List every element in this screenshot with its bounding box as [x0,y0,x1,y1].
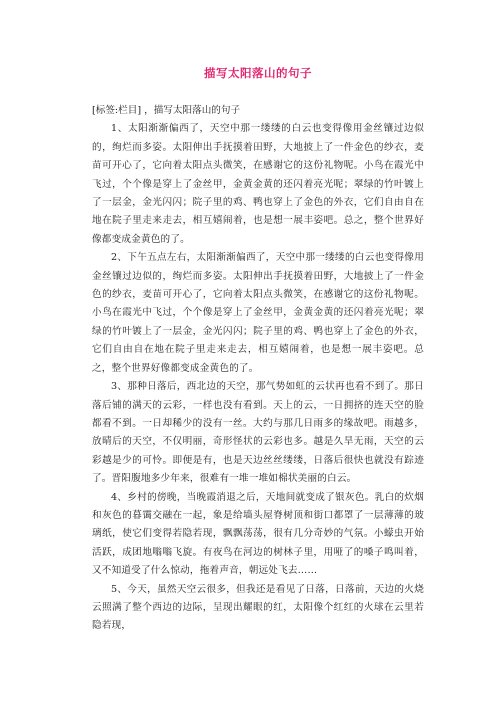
document-title: 描写太阳落山的句子 [204,66,312,80]
paragraph-4: 4、乡村的傍晚，当晚霞消退之后，天地间就变成了银灰色。乳白的炊烟和灰色的暮霭交融在一起，象是给墙头屋脊树顶和街口都罩了一层薄薄的玻璃纸，使它们变得若隐若现，飘飘荡荡，很有几分奇妙的气氛。小蠓虫开始活跃，成团地嗡嗡飞旋。有夜鸟在河边的树林子里，用哑了的嗓子鸣叫着，又不知道受了什么惊动，拖着声音，朝远处飞去…… [92,491,424,577]
tagline: [标签:栏目] ，描写太阳落山的句子 [92,105,241,116]
paragraph-1: 1、太阳渐渐偏西了，天空中那一缕缕的白云也变得像用金丝镶过边似的，绚烂而多姿。太阳伸出手抚摸着田野，大地披上了一件金色的纱衣，麦苗可开心了，它向着太阳点头微笑，在感谢它的这份礼物呢。小鸟在霞光中飞过，个个像是穿上了金丝甲，金黄金黄的还闪着亮光呢；翠绿的竹叶镀上了一层金，金光闪闪；院子里的鸡、鸭也穿上了金色的外衣，它们自由自在地在院子里走来走去，相互嬉闹着，也是想一展丰姿吧。总之，整个世界好像都变成金黄色的了。 [92,123,424,245]
paragraph-3: 3、那种日落后，西北边的天空，那气势如虹的云状再也看不到了。那日落后铺的满天的云彩，一样也没有看到。天上的云，一日拥挤的连天空的脸都看不到。一日却稀少的没有一丝。大约与那几日雨多的缘故吧。雨越多，放晴后的天空，不仅明丽，奇形怪状的云彩也多。越是久旱无雨，天空的云彩越是少的可怜。即便是有，也是天边丝丝缕缕，日落后很快也就没有踪迹了。晋阳腹地多少年来，很难有一堆一堆如棉状美丽的白云。 [92,381,424,485]
paragraph-2: 2、下午五点左右，太阳渐渐偏西了，天空中那一缕缕的白云也变得像用金丝镶过边似的，绚烂而多姿。太阳伸出手抚摸着田野，大地披上了一件金色的纱衣，麦苗可开心了，它向着太阳点头微笑，在感谢它的这份礼物呢。小鸟在霞光中飞过，个个像是穿上了金丝甲，金黄金黄的还闪着亮光呢；翠绿的竹叶镀上了一层金，金光闪闪；院子里的鸡、鸭也穿上了金色的外衣，它们自由自在地在院子里走来走去，相互嬉闹着，也是想一展丰姿吧。总之，整个世界好像都变成金黄色的了。 [92,252,424,374]
paragraph-5: 5、今天，虽然天空云很多，但我还是看见了日落，日落前，天边的火烧云照满了整个西边的边际，呈现出耀眼的红，太阳像个红红的火球在云里若隐若现， [92,583,424,632]
